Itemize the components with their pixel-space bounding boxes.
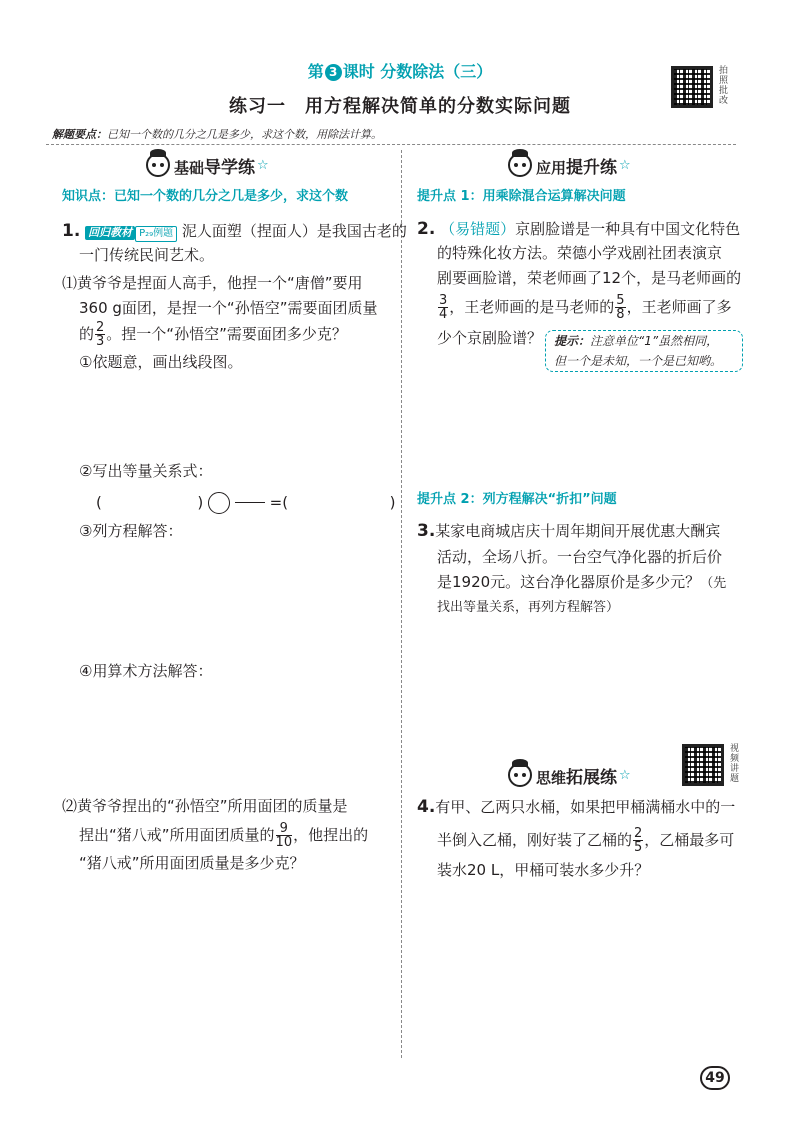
- hint-line2: 但一个是未知，一个是已知哟。: [554, 354, 723, 368]
- qr-code-icon[interactable]: [682, 744, 724, 786]
- q2-line1: 2. （易错题）京剧脸谱是一种具有中国文化特色: [417, 219, 741, 239]
- fraction-blank[interactable]: [235, 490, 265, 516]
- q1-step4: ④用算术方法解答：: [79, 662, 213, 680]
- q1-step1: ①依题意，画出线段图。: [79, 353, 243, 371]
- q4-number: 4.: [417, 797, 436, 817]
- equation-template[interactable]: ( ) =( ): [96, 490, 386, 516]
- operator-circle[interactable]: [208, 492, 230, 514]
- fraction-5-8: $\frac{5}{8}$: [616, 293, 625, 322]
- q1-number: 1.: [62, 221, 81, 241]
- q1-p1-line2: 360 g面团，是捏一个“孙悟空”需要面团质量: [79, 299, 378, 317]
- star-icon: ☆: [619, 157, 631, 173]
- knowledge-point: 知识点：已知一个数的几分之几是多少，求这个数: [62, 189, 349, 204]
- mascot-icon: [146, 153, 170, 177]
- q4-line1: 4.有甲、乙两只水桶，如果把甲桶满桶水中的一: [417, 797, 736, 817]
- section-badge-extension: 思维拓展练 ☆: [508, 762, 631, 788]
- q4-line2: 半倒入乙桶，刚好装了乙桶的 $\frac{2}{5}$ ，乙桶最多可: [437, 826, 735, 855]
- q3-number: 3.: [417, 521, 436, 541]
- hint-line1: 提示：注意单位“1”虽然相同，: [554, 334, 719, 348]
- q3-line1: 3.某家电商城店庆十周年期间开展优惠大酬宾: [417, 521, 721, 541]
- star-icon: ☆: [257, 157, 269, 173]
- tag-error-prone: （易错题）: [440, 220, 516, 238]
- tip-label: 解题要点：: [52, 128, 107, 141]
- star-icon: ☆: [619, 767, 631, 783]
- q2-line2: 的特殊化妆方法。荣德小学戏剧社团表演京: [437, 244, 723, 262]
- q1-p1-line3: 的 $\frac{2}{3}$ 。捏一个“孙悟空”需要面团多少克？: [79, 320, 347, 349]
- tag-textbook-ref: P₂₉例题: [135, 226, 177, 242]
- lesson-title: 第 3 课时 分数除法（三）: [307, 62, 493, 81]
- column-divider: [401, 150, 402, 1058]
- tag-review: 回归教材: [85, 226, 135, 240]
- q1-p2-line3: “猪八戒”所用面团质量是多少克？: [79, 854, 305, 872]
- q2-line4: $\frac{3}{4}$ ，王老师画的是马老师的 $\frac{5}{8}$ ，王老师画了多: [439, 293, 732, 322]
- section-badge-applied: 应用提升练 ☆: [508, 152, 631, 178]
- q4-line3: 装水20 L，甲桶可装水多少升？: [437, 861, 650, 879]
- q2-line3: 剧要画脸谱，荣老师画了12个，是马老师画的: [437, 269, 742, 287]
- section-badge-basic: 基础导学练 ☆: [146, 152, 269, 178]
- q1-p1-line1: ⑴黄爷爷是捏面人高手，他捏一个“唐僧”要用: [62, 274, 363, 292]
- fraction-2-5: $\frac{2}{5}$: [634, 826, 643, 855]
- q1-p2-line2: 捏出“猪八戒”所用面团质量的 $\frac{9}{10}$ ，他捏出的: [79, 821, 369, 850]
- q2-number: 2.: [417, 219, 436, 239]
- q3-line3: 是1920元。这台净化器原价是多少元？（先: [437, 573, 727, 591]
- hint-box: [545, 330, 743, 372]
- qr-label-video: 视频讲题: [730, 744, 740, 784]
- q1-step3: ③列方程解答：: [79, 522, 183, 540]
- q3-line2: 活动，全场八折。一台空气净化器的折后价: [437, 548, 723, 566]
- q1-step2: ②写出等量关系式：: [79, 462, 213, 480]
- q3-line4: 找出等量关系，再列方程解答）: [437, 600, 620, 615]
- fraction-2-3: $\frac{2}{3}$: [96, 320, 105, 349]
- tip-text: 已知一个数的几分之几是多少，求这个数，用除法计算。: [107, 128, 382, 141]
- q1-p2-line1: ⑵黄爷爷捏出的“孙悟空”所用面团的质量是: [62, 797, 348, 815]
- fraction-3-4: $\frac{3}{4}$: [439, 293, 448, 322]
- q1-line2: 一门传统民间艺术。: [79, 246, 215, 264]
- qr-code-icon[interactable]: [671, 66, 713, 108]
- q2-line5: 少个京剧脸谱？: [437, 329, 543, 347]
- exercise-title: 练习一 用方程解决简单的分数实际问题: [229, 96, 571, 117]
- qr-label-correction: 拍照批改: [719, 66, 729, 106]
- mascot-icon: [508, 763, 532, 787]
- improvement-point-1: 提升点 1：用乘除混合运算解决问题: [417, 189, 626, 204]
- q1-line1: 1. 回归教材 P₂₉例题 泥人面塑（捏面人）是我国古老的: [62, 221, 407, 241]
- page-number: 49: [700, 1066, 730, 1090]
- improvement-point-2: 提升点 2：列方程解决“折扣”问题: [417, 492, 617, 507]
- mascot-icon: [508, 153, 532, 177]
- fraction-9-10: $\frac{9}{10}$: [275, 821, 293, 850]
- tip-bar: [46, 123, 736, 145]
- lesson-number-badge: 3: [325, 64, 342, 81]
